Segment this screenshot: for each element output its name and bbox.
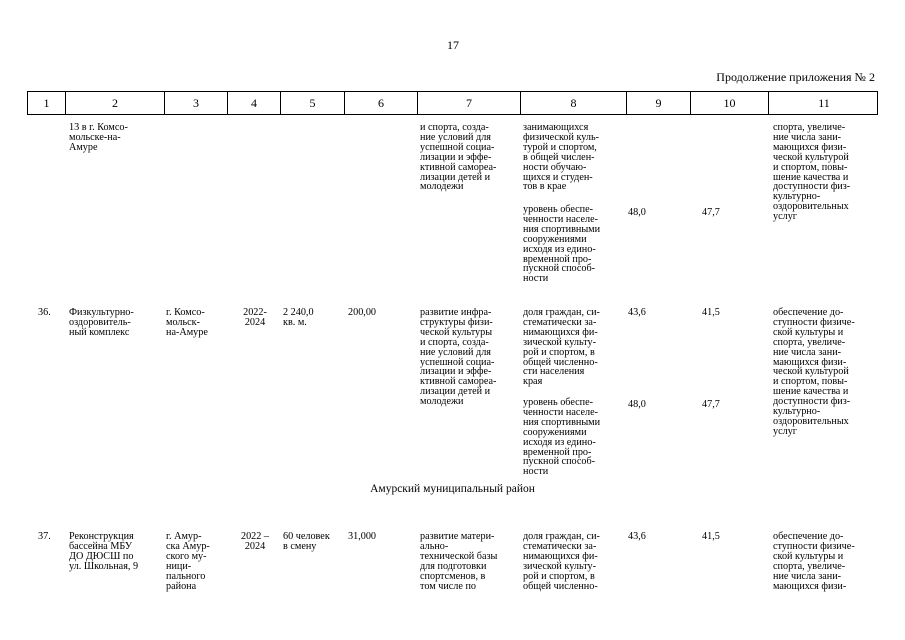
block1-object-name: 13 в г. Комсо- мольске-на- Амуре [69, 122, 128, 153]
block1-indicator-2: уровень обеспе- ченности населе- ния спортивными сооружениями исходя из едино- временной про- пускной способ- ности [523, 204, 601, 285]
row37-result: обеспечение до- ступности физиче- ской культуры и спорта, увеличе- ние числа зани- мающихся физи- [773, 531, 855, 592]
row36-value-base-1: 41,5 [702, 307, 720, 318]
row36-capacity: 2 240,0 кв. м. [283, 307, 314, 328]
header-col-7: 7 [418, 92, 521, 114]
block1-value-base-2: 47,7 [702, 207, 720, 218]
row37-period: 2022 – 2024 [240, 531, 269, 552]
table-header-row [27, 91, 878, 115]
row37-cost: 31,000 [348, 531, 377, 542]
row37-goal: развитие матери- ально- технической базы для подготовки спортсменов, в том числе по [420, 531, 498, 592]
row36-value-plan-1: 43,6 [628, 307, 646, 318]
header-col-2: 2 [66, 92, 165, 114]
header-col-5: 5 [281, 92, 345, 114]
row36-cost: 200,00 [348, 307, 377, 318]
row36-indicator-2: уровень обеспе- ченности населе- ния спортивными сооружениями исходя из едино- временной про- пускной способ- ности [523, 397, 601, 478]
row36-period: 2022- 2024 [243, 307, 267, 328]
header-col-3: 3 [165, 92, 228, 114]
row36-object-name: Физкультурно- оздоровитель- ный комплекс [69, 307, 134, 338]
row36-result: обеспечение до- ступности физиче- ской культуры и спорта, увеличе- ние числа зани- мающихся физи- ческой культурой и спортом, повы- шение качества и доступности физ- культурно- оздоровительных услуг [773, 307, 855, 437]
row37-capacity: 60 человек в смену [283, 531, 330, 552]
row36-indicator-1: доля граждан, си- стематически за- нимающихся фи- зической культу- рой и спортом, в общей численно- сти населения края [523, 307, 600, 388]
header-col-8: 8 [521, 92, 627, 114]
header-col-6: 6 [345, 92, 418, 114]
header-col-9: 9 [627, 92, 691, 114]
row37-object-name: Реконструкция бассейна МБУ ДО ДЮСШ по ул. Школьная, 9 [69, 531, 139, 572]
row36-goal: развитие инфра- структуры физи- ческой культуры и спорта, созда- ние условий для успешной социа- лизации и эффе- ктивной самореа- лизации детей и молодежи [420, 307, 497, 408]
row36-number: 36. [38, 307, 51, 318]
row36-location: г. Комсо- мольск- на-Амуре [166, 307, 208, 338]
row37-indicator-1: доля граждан, си- стематически за- нимающихся фи- зической культу- рой и спортом, в общей численно- [523, 531, 600, 592]
header-col-1: 1 [28, 92, 66, 114]
block1-value-plan-2: 48,0 [628, 207, 646, 218]
block1-indicator-1: занимающихся физической куль- турой и спортом, в общей числен- ности обучаю- щихся и студен- тов в крае [523, 122, 600, 193]
row36-value-base-2: 47,7 [702, 399, 720, 410]
continuation-label: Продолжение приложения № 2 [716, 70, 875, 84]
block1-result: спорта, увеличе- ние числа зани- мающихся физи- ческой культурой и спортом, повы- шение качества и доступности физ- культурно- оздоровительных услуг [773, 122, 851, 223]
header-col-11: 11 [818, 95, 830, 110]
row37-location: г. Амур- ска Амур- ского му- ници- пального района [166, 531, 210, 592]
row36-value-plan-2: 48,0 [628, 399, 646, 410]
block1-goal: и спорта, созда- ние условий для успешной социа- лизации и эффе- ктивной самореа- лизации детей и молодежи [420, 122, 497, 193]
row37-value-plan-1: 43,6 [628, 531, 646, 542]
header-col-4: 4 [228, 92, 281, 114]
region-heading: Амурский муниципальный район [370, 483, 535, 495]
row37-number: 37. [38, 531, 51, 542]
page-number: 17 [447, 38, 459, 52]
header-col-10: 10 [691, 92, 769, 114]
row37-value-base-1: 41,5 [702, 531, 720, 542]
